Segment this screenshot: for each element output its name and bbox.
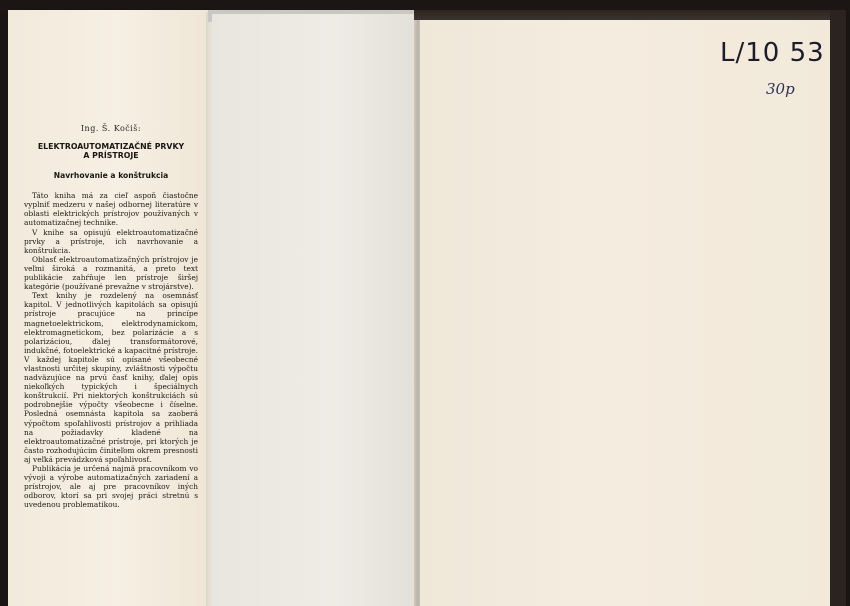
blurb-paragraph: Oblasť elektroautomatizačných prístrojov je veľmi široká a rozmanitá, a preto text publikácie zahŕňuje len prístroje širšej kategórie (používané prevažne v strojárstve).: [24, 254, 198, 292]
book-subtitle: Navrhovanie a konštrukcia: [53, 171, 169, 181]
catalog-mark: L/10 53: [720, 38, 825, 68]
cover-board-edge: [830, 10, 846, 606]
title-line-1: ELEKTROAUTOMATIZAČNÉ PRVKY: [37, 142, 185, 152]
left-endpaper: [212, 14, 416, 606]
blurb-paragraph: V knihe sa opisujú elektroautomatizačné prvky a prístroje, ich navrhovanie a konštrukcia.: [24, 227, 198, 255]
price-code-mark: 30p: [766, 80, 795, 98]
book-title: [24, 142, 198, 160]
title-line-2: A PRÍSTROJE: [83, 151, 139, 161]
blurb-paragraph: Text knihy je rozdelený na osemnásť kapitol. V jednotlivých kapitolách sa opisujú prístroje pracujúce na princípe magnetoelektrickom, elektrodynamickom, elektromagnetickom, bez polarizácie a s polarizáciou, ďalej transformátorové, indukčné, fotoelektrické a kapacitné prístroje. V každej kapitole sú opísané všeobecné vlastnosti určitej skupiny, zvláštnosti výpočtu nadväzujúce na prvú časť knihy, ďalej opis niekoľkých typických i špeciálnych konštrukcií. Pri niektorých konštrukciách sú podrobnejšie výpočty všeobecne i číselne. Posledná osemnásta kapitola sa zaoberá výpočtom spoľahlivosti prístrojov a prihliada na požiadavky kladené na elektroautomatizačné prístroje, pri ktorých je často rozhodujúcim činiteľom okrem presnosti aj veľká prevádzková spoľahlivosť.: [24, 291, 198, 464]
flap-blurb: [24, 124, 198, 509]
blurb-paragraph: Táto kniha má za cieľ aspoň čiastočne vyplniť medzeru v našej odbornej literatúre v oblasti elektrických prístrojov používaných v automatizačnej technike.: [24, 191, 198, 228]
right-endpaper: [420, 20, 832, 606]
blurb-paragraph: Publikácia je určená najmä pracovníkom vo vývoji a výrobe automatizačných zariadení a prístrojov, ale aj pre pracovníkov iných odborov, ktorí sa pri svojej práci stretnú s uvedenou problematikou.: [24, 464, 198, 510]
cover-top-edge: [414, 10, 834, 20]
jacket-flap: [8, 10, 208, 606]
author: Ing. Š. Kočiš:: [80, 124, 142, 133]
